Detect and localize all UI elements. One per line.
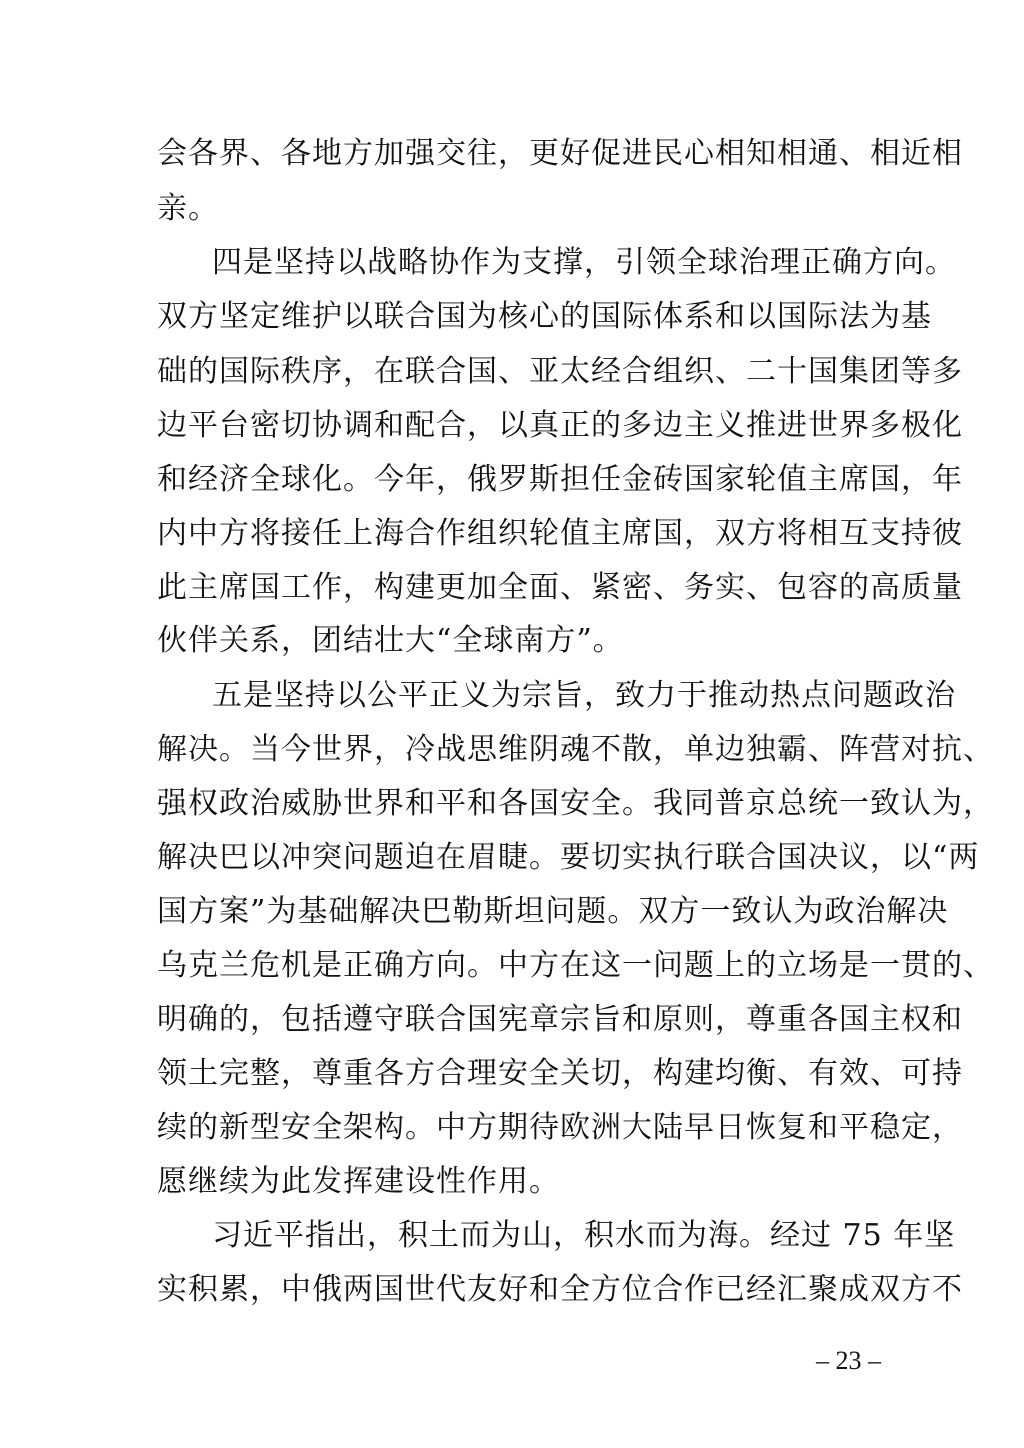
text-line: 亲。 <box>157 191 219 226</box>
paragraph-start-line: 习近平指出，积土而为山，积水而为海。经过 75 年坚 <box>212 1218 956 1253</box>
text-line: 内中方将接任上海合作组织轮值主席国，双方将相互支持彼 <box>157 516 963 551</box>
text-line: 领土完整，尊重各方合理安全关切，构建均衡、有效、可持 <box>157 1056 963 1091</box>
paragraph-start-line: 四是坚持以战略协作为支撑，引领全球治理正确方向。 <box>212 245 956 280</box>
text-line: 明确的，包括遵守联合国宪章宗旨和原则，尊重各国主权和 <box>157 1002 963 1037</box>
text-line: 会各界、各地方加强交往，更好促进民心相知相通、相近相 <box>157 136 963 171</box>
text-line: 强权政治威胁世界和平和各国安全。我同普京总统一致认为， <box>157 786 994 821</box>
text-line: 双方坚定维护以联合国为核心的国际体系和以国际法为基 <box>157 299 932 334</box>
text-line: 和经济全球化。今年，俄罗斯担任金砖国家轮值主席国，年 <box>157 462 963 497</box>
text-line: 解决。当今世界，冷战思维阴魂不散，单边独霸、阵营对抗、 <box>157 732 994 767</box>
text-line: 此主席国工作，构建更加全面、紧密、务实、包容的高质量 <box>157 570 963 605</box>
paragraph-start-line: 五是坚持以公平正义为宗旨，致力于推动热点问题政治 <box>212 678 956 713</box>
text-line: 伙伴关系，团结壮大“全球南方”。 <box>157 623 624 658</box>
text-line: 边平台密切协调和配合，以真正的多边主义推进世界多极化 <box>157 408 963 443</box>
text-line: 乌克兰危机是正确方向。中方在这一问题上的立场是一贯的、 <box>157 948 994 983</box>
text-line: 础的国际秩序，在联合国、亚太经合组织、二十国集团等多 <box>157 354 963 389</box>
text-line: 国方案”为基础解决巴勒斯坦问题。双方一致认为政治解决 <box>157 894 949 929</box>
text-line: 解决巴以冲突问题迫在眉睫。要切实执行联合国决议，以“两 <box>157 840 980 875</box>
text-line: 实积累，中俄两国世代友好和全方位合作已经汇聚成双方不 <box>157 1272 963 1307</box>
text-line: 愿继续为此发挥建设性作用。 <box>157 1164 560 1199</box>
page-number: – 23 – <box>816 1346 881 1375</box>
text-line: 续的新型安全架构。中方期待欧洲大陆早日恢复和平稳定， <box>157 1110 963 1145</box>
